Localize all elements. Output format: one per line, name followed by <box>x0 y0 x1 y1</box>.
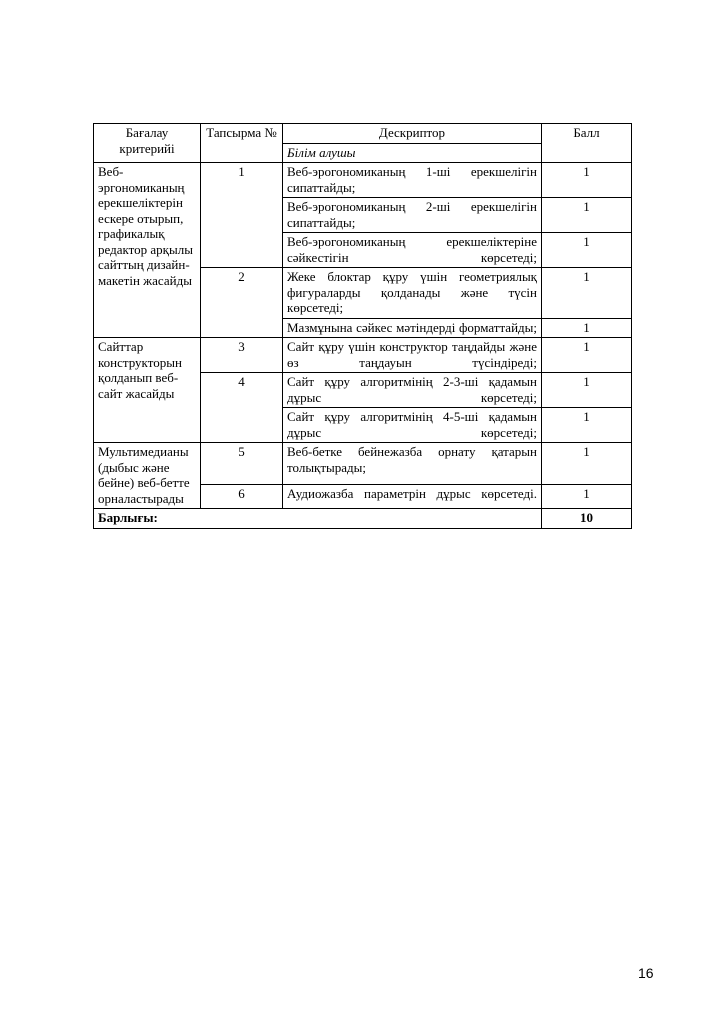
task-number-cell: 1 <box>201 163 283 268</box>
header-task: Тапсырма № <box>201 124 283 163</box>
descriptor-cell <box>283 318 542 338</box>
descriptor-cell <box>283 373 542 408</box>
descriptor-cell <box>283 338 542 373</box>
score-cell: 1 <box>542 443 632 485</box>
table-row <box>94 338 632 373</box>
descriptor-text: Веб-эрогономиканың 1-ші ерекшелігін сипаттайды; <box>287 164 537 195</box>
score-cell: 1 <box>542 163 632 198</box>
descriptor-cell <box>283 268 542 319</box>
descriptor-text: Жеке блоктар құру үшін геометриялық фигураларды қолданады және түсін көрсетеді; <box>287 269 537 315</box>
descriptor-cell <box>283 443 542 485</box>
task-number-cell: 3 <box>201 338 283 373</box>
header-descriptor: Дескриптор <box>283 124 542 144</box>
criterion-cell: Мультимедианы (дыбыс және бейне) веб-бетте орналастырады <box>94 443 201 509</box>
page-number: 16 <box>638 965 654 981</box>
descriptor-text: Веб-эрогономиканың ерекшеліктеріне сәйкестігін көрсетеді; <box>287 234 537 265</box>
descriptor-text: Сайт құру алгоритмінің 2-3-ші қадамын дұрыс көрсетеді; <box>287 374 537 405</box>
score-cell: 1 <box>542 198 632 233</box>
total-row <box>94 509 632 529</box>
score-cell: 1 <box>542 338 632 373</box>
descriptor-text: Веб-эрогономиканың 2-ші ерекшелігін сипаттайды; <box>287 199 537 230</box>
descriptor-cell <box>283 408 542 443</box>
score-cell: 1 <box>542 408 632 443</box>
descriptor-text: Веб-бетке бейнежазба орнату қатарын толықтырады; <box>287 444 537 475</box>
descriptor-cell <box>283 485 542 509</box>
criterion-cell: Веб-эргономиканың ерекшеліктерін ескере отырып, графикалық редактор арқылы сайттың дизайн-макетін жасайды <box>94 163 201 338</box>
table-row <box>94 443 632 485</box>
score-cell: 1 <box>542 485 632 509</box>
descriptor-text: Сайт құру алгоритмінің 4-5-ші қадамын дұрыс көрсетеді; <box>287 409 537 440</box>
descriptor-cell <box>283 233 542 268</box>
header-criterion: Бағалау критерийі <box>94 124 201 163</box>
assessment-rubric-table <box>93 123 632 529</box>
descriptor-cell <box>283 163 542 198</box>
criterion-cell: Сайттар конструкторын қолданып веб-сайт жасайды <box>94 338 201 443</box>
score-cell: 1 <box>542 318 632 338</box>
total-score: 10 <box>542 509 632 529</box>
score-cell: 1 <box>542 268 632 319</box>
score-cell: 1 <box>542 233 632 268</box>
header-row <box>94 124 632 144</box>
header-score: Балл <box>542 124 632 163</box>
task-number-cell: 6 <box>201 485 283 509</box>
descriptor-cell <box>283 198 542 233</box>
score-cell: 1 <box>542 373 632 408</box>
task-number-cell: 2 <box>201 268 283 338</box>
task-number-cell: 5 <box>201 443 283 485</box>
task-number-cell: 4 <box>201 373 283 443</box>
descriptor-text: Аудиожазба параметрін дұрыс көрсетеді. <box>287 486 537 502</box>
table-row <box>94 163 632 198</box>
descriptor-text: Сайт құру үшін конструктор таңдайды және өз таңдауын түсіндіреді; <box>287 339 537 370</box>
descriptor-text: Мазмұнына сәйкес мәтіндерді форматтайды; <box>287 319 537 335</box>
total-label: Барлығы: <box>94 509 542 529</box>
header-descriptor-subtitle: Білім алушы <box>283 143 542 163</box>
